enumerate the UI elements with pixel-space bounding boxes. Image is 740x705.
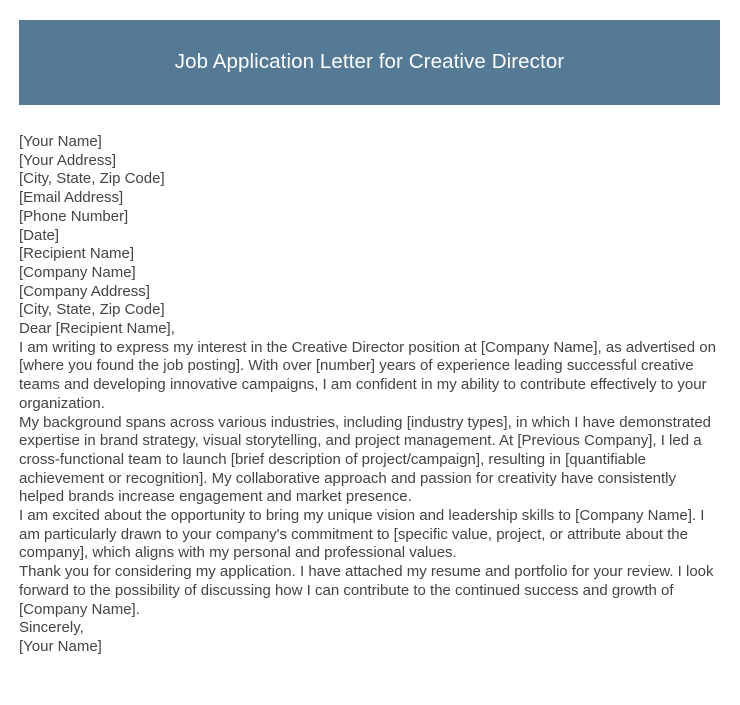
letter-paragraph-1: I am writing to express my interest in the Creative Director position at [Company Name], as advertised on [where you found the job posting]. With over [number] years of experience leading successful creative teams and developing innovative campaigns, I am confident in my ability to contribute effectively to your organization. bbox=[19, 338, 716, 412]
signature-line: [Your Name] bbox=[19, 637, 102, 655]
closing-line: Sincerely, bbox=[19, 619, 84, 637]
recipient-city-line: [City, State, Zip Code] bbox=[19, 301, 165, 319]
salutation-line: Dear [Recipient Name], bbox=[19, 320, 175, 338]
sender-name-line: [Your Name] bbox=[19, 133, 102, 150]
letter-paragraph-4: Thank you for considering my application. I have attached my resume and portfolio for your review. I look forward to the possibility of discussing how I can contribute to the continued success and growth of [Company Name]. bbox=[19, 563, 714, 618]
letter-body bbox=[19, 133, 724, 657]
letter-paragraph-2: My background spans across various industries, including [industry types], in which I have demonstrated expertise in brand strategy, visual storytelling, and project management. At [Previous Company], I led a cross-functional team to launch [brief description of project/campaign], resulting in [quantifiable achievement or recognition]. My collaborative approach and passion for creativity have consistently helped brands increase engagement and market presence. bbox=[19, 413, 712, 506]
sender-email-line: [Email Address] bbox=[19, 189, 124, 207]
sender-phone-line: [Phone Number] bbox=[19, 207, 129, 225]
recipient-address-line: [Company Address] bbox=[19, 282, 150, 300]
document-header-banner bbox=[19, 20, 720, 105]
recipient-name-line: [Recipient Name] bbox=[19, 245, 135, 263]
recipient-company-line: [Company Name] bbox=[19, 263, 136, 281]
date-line: [Date] bbox=[19, 226, 60, 244]
sender-address-line: [Your Address] bbox=[19, 151, 117, 169]
page-title: Job Application Letter for Creative Director bbox=[174, 50, 565, 74]
letter-paragraph-3: I am excited about the opportunity to bring my unique vision and leadership skills to [Company Name]. I am particularly drawn to your company's commitment to [specific value, project, or attribute about the company], which aligns with my personal and professional values. bbox=[19, 507, 705, 562]
sender-city-line: [City, State, Zip Code] bbox=[19, 170, 165, 188]
